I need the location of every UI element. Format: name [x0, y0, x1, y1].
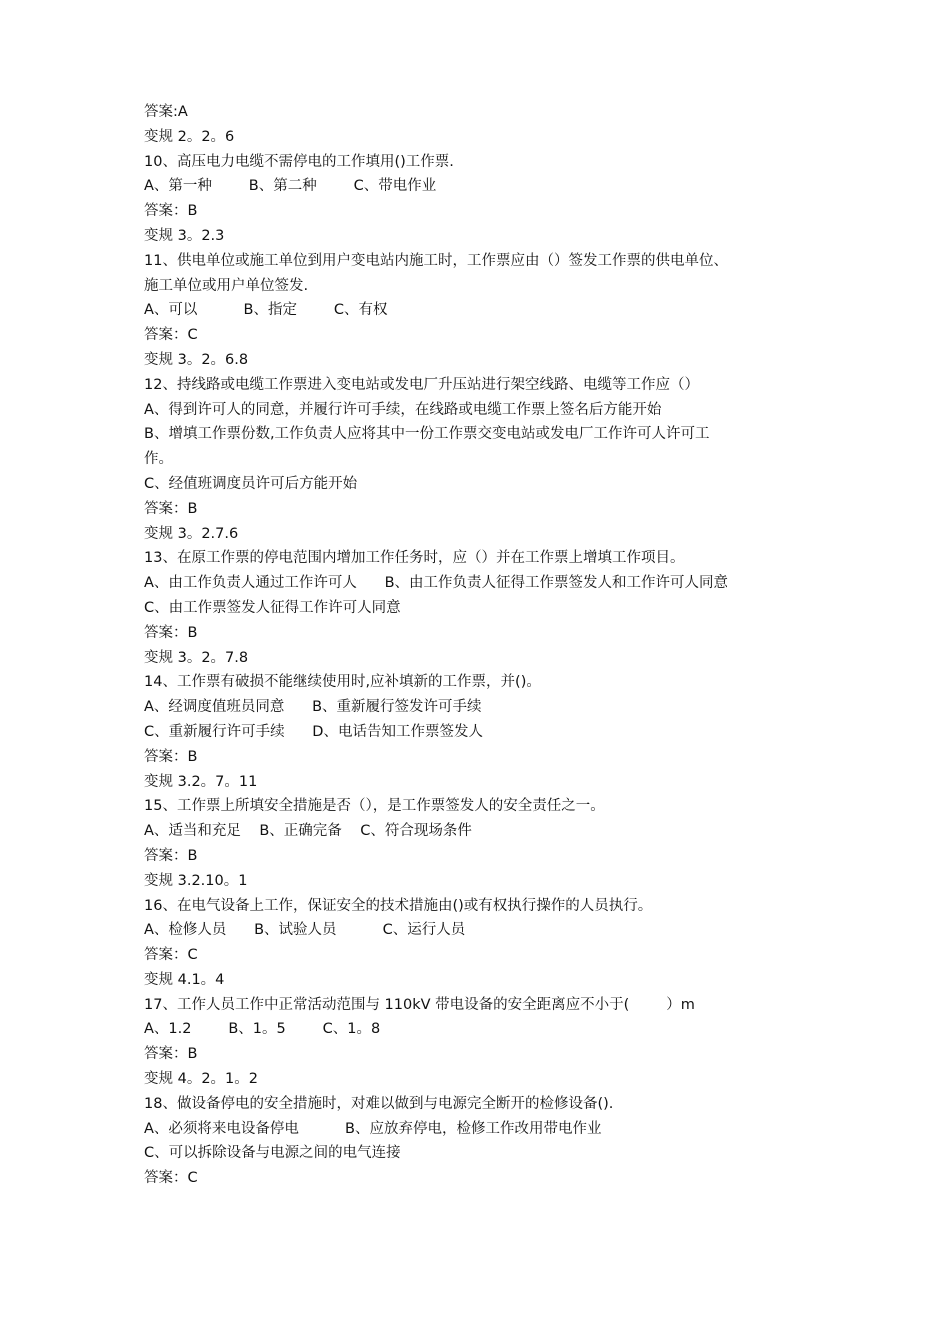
options-line: A、第一种 B、第二种 C、带电作业	[144, 178, 437, 195]
reference-line: 变规 3.2.10。1	[144, 872, 248, 889]
options-line: C、可以拆除设备与电源之间的电气连接	[144, 1145, 401, 1162]
answer-line: 答案：B	[144, 847, 198, 864]
question-line: 16、在电气设备上工作，保证安全的技术措施由()或有权执行操作的人员执行。	[144, 897, 653, 914]
answer-line: 答案：C	[144, 327, 198, 344]
answer-line: 答案：C	[144, 1170, 198, 1187]
reference-line: 变规 4.1。4	[144, 971, 225, 988]
options-line: A、可以 B、指定 C、有权	[144, 302, 388, 319]
reference-line: 变规 3。2.7.6	[144, 525, 239, 542]
options-line: B、增填工作票份数,工作负责人应将其中一份工作票交变电站或发电厂工作许可人许可工	[144, 426, 710, 443]
options-line: A、得到许可人的同意，并履行许可手续，在线路或电缆工作票上签名后方能开始	[144, 401, 662, 418]
answer-line: 答案：B	[144, 500, 198, 517]
options-line: A、经调度值班员同意 B、重新履行签发许可手续	[144, 699, 482, 716]
reference-line: 变规 4。2。1。2	[144, 1071, 259, 1088]
question-line: 12、持线路或电缆工作票进入变电站或发电厂升压站进行架空线路、电缆等工作应（）	[144, 376, 699, 393]
reference-line: 变规 3。2。7.8	[144, 649, 249, 666]
text-line: 施工单位或用户单位签发.	[144, 277, 309, 294]
answer-line: 答案：B	[144, 624, 198, 641]
reference-line: 变规 2。2。6	[144, 128, 235, 145]
answer-line: 答案：B	[144, 203, 198, 220]
options-line: C、由工作票签发人征得工作许可人同意	[144, 599, 401, 616]
options-line: A、由工作负责人通过工作许可人 B、由工作负责人征得工作票签发人和工作许可人同意	[144, 575, 729, 592]
reference-line: 变规 3。2。6.8	[144, 351, 249, 368]
answer-line: 答案:A	[144, 104, 188, 120]
options-line: C、经值班调度员许可后方能开始	[144, 475, 358, 492]
question-line: 15、工作票上所填安全措施是否（），是工作票签发人的安全责任之一。	[144, 798, 605, 815]
answer-line: 答案：B	[144, 1046, 198, 1063]
options-line: A、必须将来电设备停电 B、应放弃停电，检修工作改用带电作业	[144, 1120, 602, 1137]
answer-line: 答案：B	[144, 748, 198, 765]
question-line: 11、供电单位或施工单位到用户变电站内施工时，工作票应由（）签发工作票的供电单位、	[144, 252, 728, 269]
question-line: 14、工作票有破损不能继续使用时,应补填新的工作票，并()。	[144, 674, 541, 691]
answer-line: 答案：C	[144, 947, 198, 964]
reference-line: 变规 3.2。7。11	[144, 773, 258, 790]
options-line: A、适当和充足 B、正确完备 C、符合现场条件	[144, 823, 472, 840]
question-line: 13、在原工作票的停电范围内增加工作任务时，应（）并在工作票上增填工作项目。	[144, 550, 685, 567]
question-line: 17、工作人员工作中正常活动范围与 110kV 带电设备的安全距离应不小于( ）m	[144, 996, 695, 1013]
document-body	[144, 100, 824, 1191]
text-line: 作。	[144, 451, 173, 468]
question-line: 18、做设备停电的安全措施时，对难以做到与电源完全断开的检修设备().	[144, 1095, 614, 1112]
question-line: 10、高压电力电缆不需停电的工作填用()工作票.	[144, 153, 454, 170]
options-line: C、重新履行许可手续 D、电话告知工作票签发人	[144, 723, 483, 740]
reference-line: 变规 3。2.3	[144, 227, 225, 244]
options-line: A、检修人员 B、试验人员 C、运行人员	[144, 922, 466, 939]
options-line: A、1.2 B、1。5 C、1。8	[144, 1021, 381, 1038]
